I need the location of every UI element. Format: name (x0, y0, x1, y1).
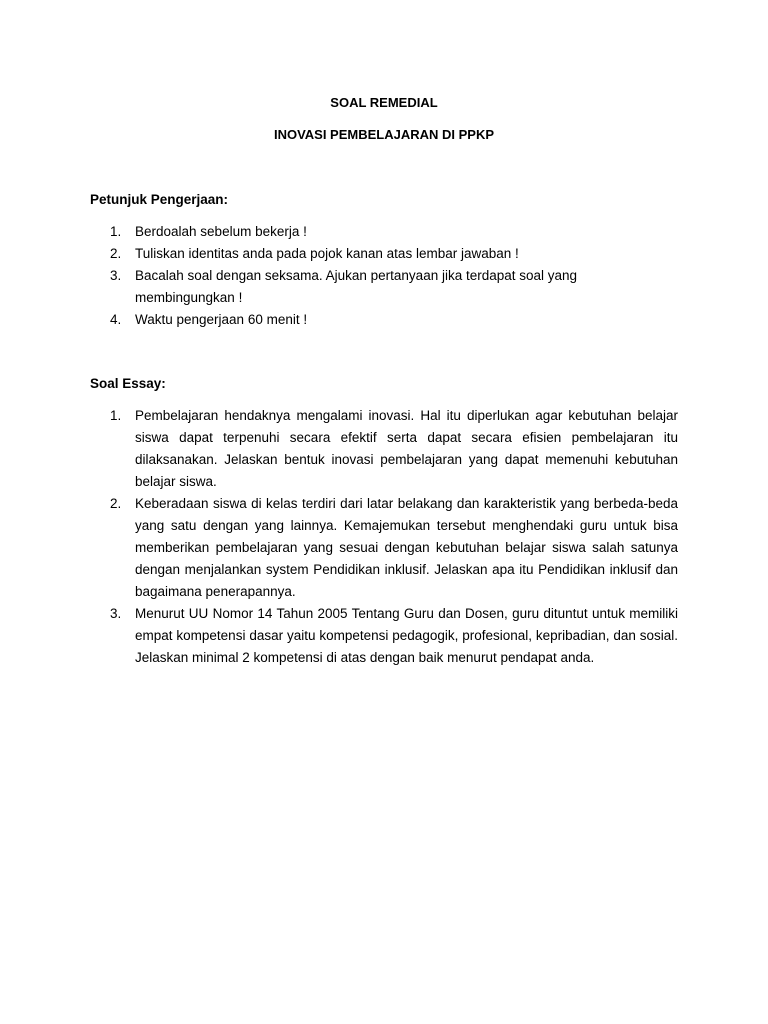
document-subtitle: INOVASI PEMBELAJARAN DI PPKP (273, 127, 495, 142)
instructions-list (90, 221, 678, 331)
essay-question (90, 603, 678, 669)
essay-question (90, 493, 678, 603)
list-number: 3. (110, 268, 122, 283)
essay-question-text: Keberadaan siswa di kelas terdiri dari latar belakang dan karakteristik yang berbeda-beda yang satu dengan yang lainnya. Kemajemukan tersebut menghendaki guru untuk bisa memberikan pembelajaran yang sesuai dengan kebutuhan belajar siswa salah satunya dengan menjalankan system Pendidikan inklusif. Jelaskan apa itu Pendidikan inklusif dan bagaimana penerapannya. (135, 496, 678, 599)
list-number: 2. (110, 496, 122, 511)
list-number: 3. (110, 606, 122, 621)
instruction-text: Waktu pengerjaan 60 menit ! (135, 312, 308, 327)
essay-question (90, 405, 678, 493)
list-number: 2. (110, 246, 122, 261)
instruction-item (90, 221, 678, 243)
instruction-item (90, 265, 678, 309)
instruction-item (90, 309, 678, 331)
list-number: 1. (110, 224, 122, 239)
instructions-heading: Petunjuk Pengerjaan: (90, 192, 229, 207)
instruction-item (90, 243, 678, 265)
list-number: 4. (110, 312, 122, 327)
essay-question-text: Pembelajaran hendaknya mengalami inovasi. Hal itu diperlukan agar kebutuhan belajar siswa dapat terpenuhi secara efektif serta dapat secara efisien pembelajaran itu dilaksanakan. Jelaskan bentuk inovasi pembelajaran yang dapat memenuhi kebutuhan belajar siswa. (135, 408, 678, 489)
list-number: 1. (110, 408, 122, 423)
essay-question-list (90, 405, 678, 669)
instruction-text: Berdoalah sebelum bekerja ! (135, 224, 307, 239)
document-title: SOAL REMEDIAL (330, 95, 438, 110)
essay-question-text: Menurut UU Nomor 14 Tahun 2005 Tentang Guru dan Dosen, guru dituntut untuk memiliki empat kompetensi dasar yaitu kompetensi pedagogik, profesional, kepribadian, dan sosial. Jelaskan minimal 2 kompetensi di atas dengan baik menurut pendapat anda. (135, 606, 678, 665)
essay-heading: Soal Essay: (90, 376, 166, 391)
instruction-text: Tuliskan identitas anda pada pojok kanan atas lembar jawaban ! (135, 246, 519, 261)
instruction-text: Bacalah soal dengan seksama. Ajukan pertanyaan jika terdapat soal yang membingungkan ! (135, 268, 578, 305)
